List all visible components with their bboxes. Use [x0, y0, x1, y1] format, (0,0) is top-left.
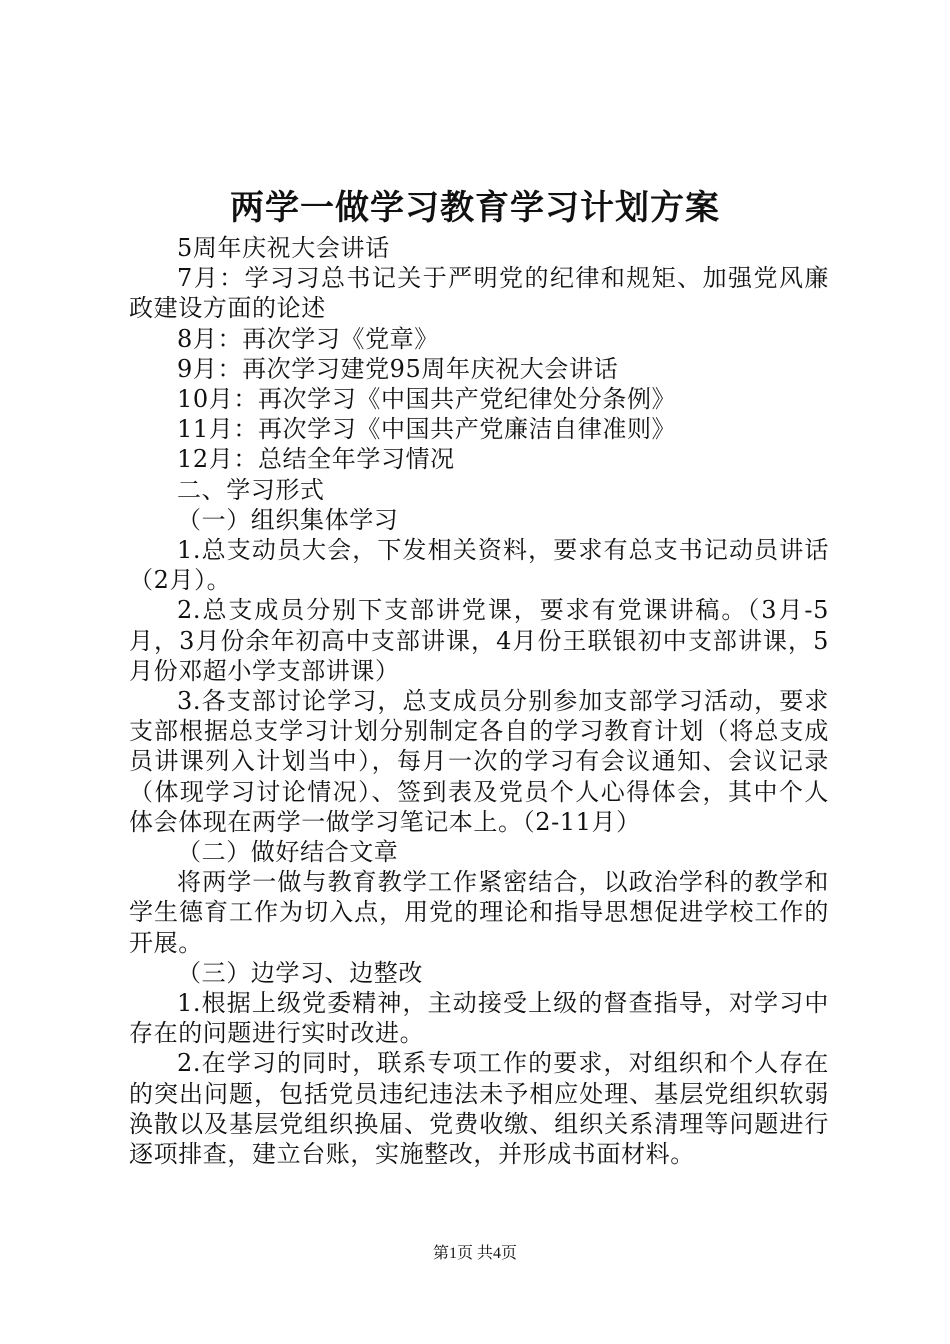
paragraph: 1.根据上级党委精神，主动接受上级的督查指导，对学习中存在的问题进行实时改进。 — [129, 989, 829, 1048]
paragraph: 10月：再次学习《中国共产党纪律处分条例》 — [177, 385, 677, 414]
paragraph: 11月：再次学习《中国共产党廉洁自律准则》 — [177, 415, 677, 444]
paragraph: 2.总支成员分别下支部讲党课，要求有党课讲稿。（3月-5月，3月份余年初高中支部讲课，4月份王联银初中支部讲课，5月份邓超小学支部讲课） — [129, 596, 829, 685]
paragraph: 1.总支动员大会，下发相关资料，要求有总支书记动员讲话（2月）。 — [129, 536, 829, 595]
paragraph: 9月：再次学习建党95周年庆祝大会讲话 — [177, 354, 619, 383]
paragraph: 2.在学习的同时，联系专项工作的要求，对组织和个人存在的突出问题，包括党员违纪违法未予相应处理、基层党组织软弱涣散以及基层党组织换届、党费收缴、组织关系清理等问题进行逐项排查，建立台账，实施整改，并形成书面材料。 — [129, 1049, 829, 1169]
section-heading: 二、学习形式 — [177, 475, 325, 504]
document-body — [129, 233, 829, 1169]
paragraph: 5周年庆祝大会讲话 — [177, 234, 390, 262]
subsection-heading: （一）组织集体学习 — [177, 505, 399, 534]
paragraph: 12月：总结全年学习情况 — [177, 445, 455, 474]
paragraph: 将两学一做与教育教学工作紧密结合，以政治学科的教学和学生德育工作为切入点，用党的理论和指导思想促进学校工作的开展。 — [129, 868, 829, 957]
paragraph: 8月：再次学习《党章》 — [177, 324, 439, 353]
paragraph: 3.各支部讨论学习，总支成员分别参加支部学习活动，要求支部根据总支学习计划分别制定各自的学习教育计划（将总支成员讲课列入计划当中），每月一次的学习有会议通知、会议记录（体现学习讨论情况）、签到表及党员个人心得体会，其中个人体会体现在两学一做学习笔记本上。（2-11月） — [129, 687, 829, 836]
document-title: 两学一做学习教育学习计划方案 — [230, 188, 720, 228]
paragraph: 7月：学习习总书记关于严明党的纪律和规矩、加强党风廉政建设方面的论述 — [129, 264, 829, 323]
page-footer: 第1页 共4页 — [432, 1245, 517, 1262]
subsection-heading: （二）做好结合文章 — [177, 838, 399, 867]
subsection-heading: （三）边学习、边整改 — [177, 958, 423, 987]
